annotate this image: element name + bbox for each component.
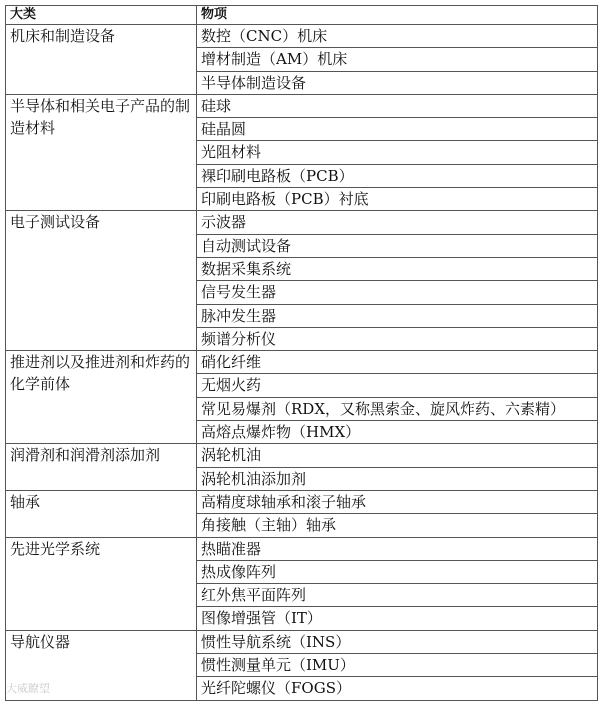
item-cell: 红外焦平面阵列	[197, 584, 598, 607]
table-row	[6, 25, 598, 48]
item-cell: 信号发生器	[197, 281, 598, 304]
category-cell: 先进光学系统	[6, 537, 197, 630]
item-cell: 角接触（主轴）轴承	[197, 514, 598, 537]
header-item: 物项	[197, 6, 598, 25]
item-cell: 裸印刷电路板（PCB）	[197, 164, 598, 187]
table-row	[6, 94, 598, 117]
item-cell: 无烟火药	[197, 374, 598, 397]
item-cell: 涡轮机油添加剂	[197, 467, 598, 490]
category-cell: 机床和制造设备	[6, 25, 197, 95]
item-cell: 高熔点爆炸物（HMX）	[197, 421, 598, 444]
item-cell: 硝化纤维	[197, 351, 598, 374]
table-row	[6, 537, 598, 560]
table-row	[6, 490, 598, 513]
category-cell: 导航仪器	[6, 630, 197, 700]
item-cell: 高精度球轴承和滚子轴承	[197, 490, 598, 513]
table-row	[6, 211, 598, 234]
item-cell: 光阻材料	[197, 141, 598, 164]
item-cell: 图像增强管（IT）	[197, 607, 598, 630]
item-cell: 惯性测量单元（IMU）	[197, 654, 598, 677]
item-cell: 数据采集系统	[197, 257, 598, 280]
items-table	[5, 5, 598, 701]
table-row	[6, 444, 598, 467]
category-cell: 推进剂以及推进剂和炸药的化学前体	[6, 351, 197, 444]
item-cell: 脉冲发生器	[197, 304, 598, 327]
item-cell: 频谱分析仪	[197, 327, 598, 350]
item-cell: 半导体制造设备	[197, 71, 598, 94]
item-cell: 热成像阵列	[197, 560, 598, 583]
header-category: 大类	[6, 6, 197, 25]
item-cell: 数控（CNC）机床	[197, 25, 598, 48]
item-cell: 惯性导航系统（INS）	[197, 630, 598, 653]
item-cell: 硅球	[197, 94, 598, 117]
table-body	[6, 25, 598, 701]
table-row	[6, 630, 598, 653]
item-cell: 印刷电路板（PCB）衬底	[197, 188, 598, 211]
item-cell: 自动测试设备	[197, 234, 598, 257]
category-cell: 半导体和相关电子产品的制造材料	[6, 94, 197, 210]
header-row	[6, 6, 598, 25]
item-cell: 涡轮机油	[197, 444, 598, 467]
category-cell: 润滑剂和润滑剂添加剂	[6, 444, 197, 491]
item-cell: 常见易爆剂（RDX，又称黑索金、旋风炸药、六素精）	[197, 397, 598, 420]
category-cell: 电子测试设备	[6, 211, 197, 351]
item-cell: 硅晶圆	[197, 118, 598, 141]
watermark: 大威瞭望	[6, 682, 50, 695]
item-cell: 热瞄准器	[197, 537, 598, 560]
table-row	[6, 351, 598, 374]
item-cell: 增材制造（AM）机床	[197, 48, 598, 71]
item-cell: 光纤陀螺仪（FOGS）	[197, 677, 598, 700]
item-cell: 示波器	[197, 211, 598, 234]
category-cell: 轴承	[6, 490, 197, 537]
